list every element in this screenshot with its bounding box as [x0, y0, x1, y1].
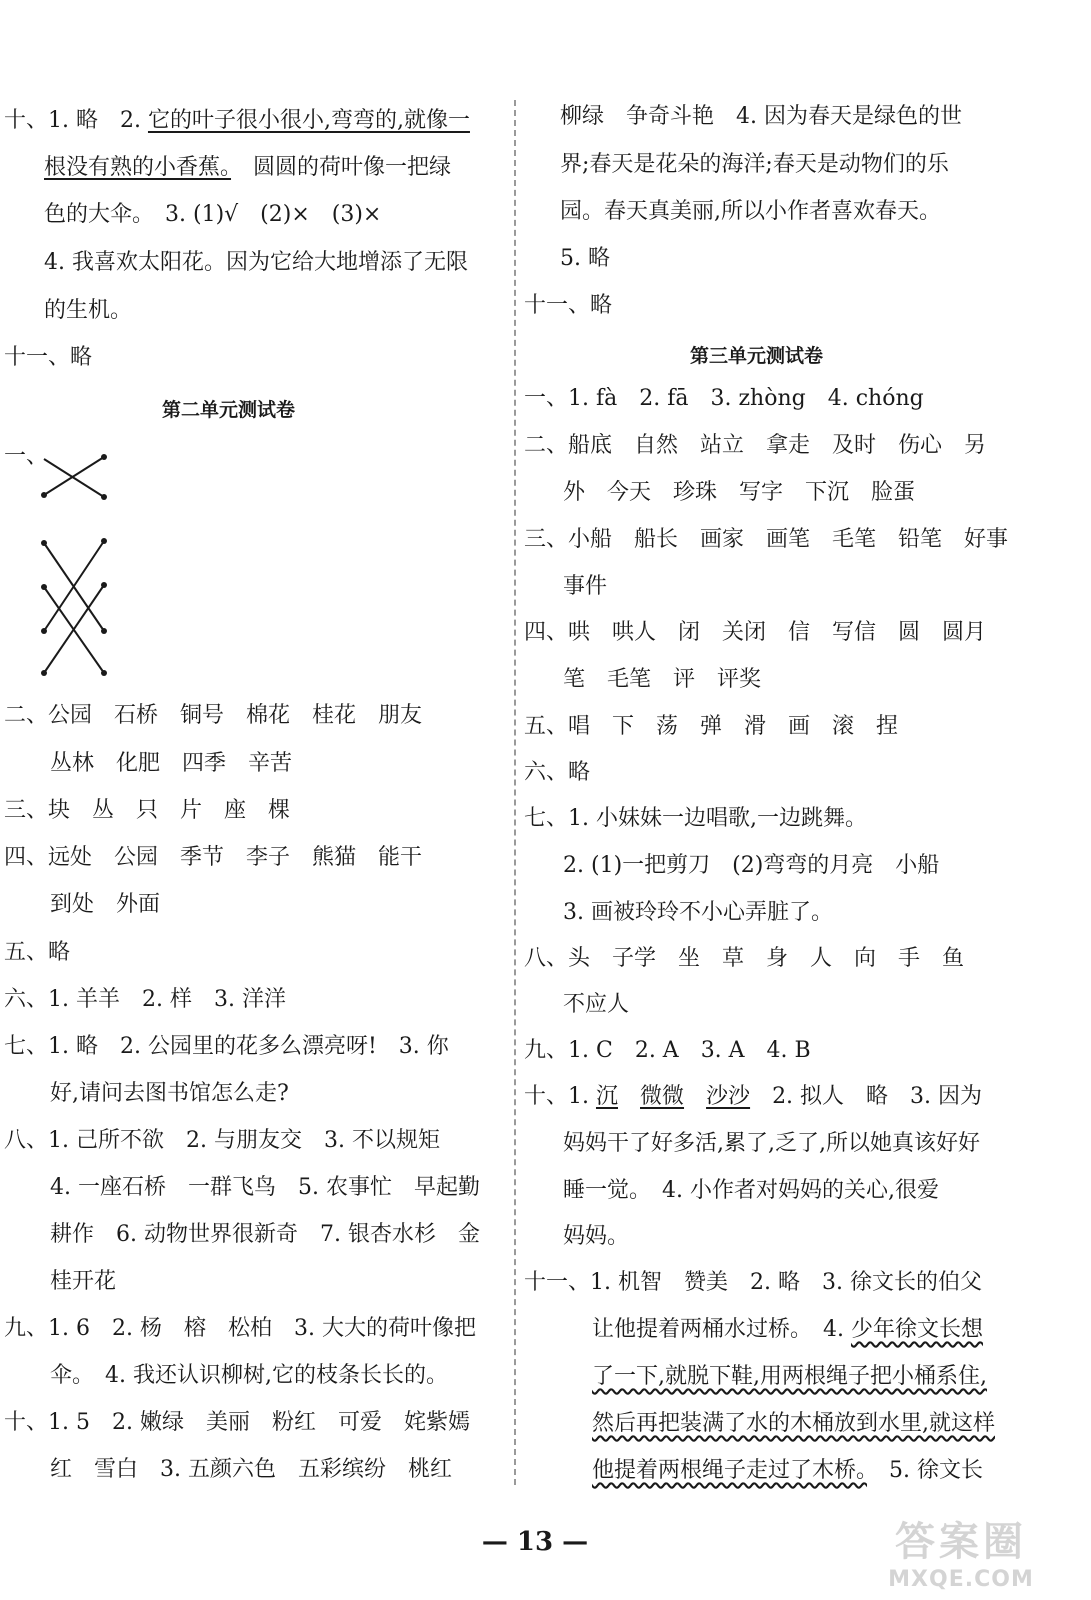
u2-q7-line1: 七、1. 略 2. 公园里的花多么漂亮呀! 3. 你: [4, 1034, 449, 1059]
u2-q7-line2: 好,请问去图书馆怎么走?: [50, 1081, 289, 1106]
u2-q8-line1: 八、1. 己所不欲 2. 与朋友交 3. 不以规矩: [4, 1128, 440, 1153]
u3-q11-line5: 他提着两根绳子走过了木桥。 5. 徐文长: [592, 1458, 983, 1483]
u2-q4-line1: 四、远处 公园 季节 李子 熊猫 能干: [4, 845, 423, 870]
column-divider: [514, 100, 516, 1485]
u3-q3-line1: 三、小船 船长 画家 画笔 毛笔 铅笔 好事: [524, 527, 1009, 552]
left-sec10-line2: 根没有熟的小香蕉。 圆圆的荷叶像一把绿: [44, 155, 452, 180]
u3-q8-line2: 不应人: [563, 992, 630, 1017]
u3-q2-line2: 外 今天 珍珠 写字 下沉 脸蛋: [563, 480, 916, 505]
u2-q1-label: 一、: [4, 444, 49, 469]
right-cont-line3: 园。春天真美丽,所以小作者喜欢春天。: [560, 199, 941, 224]
u3-q3-line2: 事件: [563, 574, 608, 599]
u2-q10-line1: 十、1. 5 2. 嫩绿 美丽 粉红 可爱 姹紫嫣: [4, 1410, 470, 1435]
left-sec10-line1: 十、1. 略 2. 它的叶子很小很小,弯弯的,就像一: [4, 108, 470, 133]
u3-q10-line3: 睡一觉。 4. 小作者对妈妈的关心,很爱: [563, 1178, 939, 1203]
u2-q8-line4: 桂开花: [50, 1269, 117, 1294]
u3-q11-line3: 了一下,就脱下鞋,用两根绳子把小桶系住,: [592, 1364, 987, 1389]
unit3-title: 第三单元测试卷: [690, 345, 824, 367]
u3-q2-line1: 二、船底 自然 站立 拿走 及时 伤心 另: [524, 433, 987, 458]
right-cont-line4: 5. 略: [560, 246, 610, 271]
u3-q10-line4: 妈妈。: [563, 1224, 630, 1249]
u2-q5: 五、略: [4, 940, 71, 965]
right-cont-line1: 柳绿 争奇斗艳 4. 因为春天是绿色的世: [560, 104, 962, 129]
u3-q5: 五、唱 下 荡 弹 滑 画 滚 捏: [524, 714, 899, 739]
u3-q7-line2: 2. (1)一把剪刀 (2)弯弯的月亮 小船: [563, 853, 940, 878]
left-sec10-line5: 的生机。: [44, 298, 133, 323]
left-sec10-line4: 4. 我喜欢太阳花。因为它给大地增添了无限: [44, 250, 468, 275]
watermark-top-text: 答案圈: [895, 1519, 1027, 1565]
u2-q8-line3: 耕作 6. 动物世界很新奇 7. 银杏水杉 金: [50, 1222, 480, 1247]
page-number: — 13 —: [481, 1527, 589, 1557]
u3-q7-line3: 3. 画被玲玲不小心弄脏了。: [563, 900, 833, 925]
watermark-logo: [861, 1510, 1061, 1592]
u2-q9-line1: 九、1. 6 2. 杨 榕 松柏 3. 大大的荷叶像把: [4, 1316, 476, 1341]
unit2-title: 第二单元测试卷: [162, 399, 296, 421]
u2-q6: 六、1. 羊羊 2. 样 3. 洋洋: [4, 987, 286, 1012]
u3-q11-line1: 十一、1. 机智 赞美 2. 略 3. 徐文长的伯父: [524, 1270, 982, 1295]
u2-q4-line2: 到处 外面: [50, 892, 161, 917]
u3-q4-line1: 四、哄 哄人 闭 关闭 信 写信 圆 圆月: [524, 620, 987, 645]
right-sec11: 十一、略: [524, 293, 613, 318]
left-sec11: 十一、略: [4, 345, 93, 370]
u3-q6: 六、略: [524, 760, 591, 785]
u3-q4-line2: 笔 毛笔 评 评奖: [563, 667, 762, 692]
u3-q9: 九、1. C 2. A 3. A 4. B: [524, 1038, 811, 1063]
u2-q9-line2: 伞。 4. 我还认识柳树,它的枝条长长的。: [50, 1363, 448, 1388]
watermark-bottom-text: MXQE.COM: [888, 1567, 1034, 1592]
left-sec10-line3: 色的大伞。 3. (1)√ (2)× (3)×: [44, 202, 382, 227]
u3-q10-line1: 十、1. 沉 微微 沙沙 2. 拟人 略 3. 因为: [524, 1084, 983, 1109]
u2-q10-line2: 红 雪白 3. 五颜六色 五彩缤纷 桃红: [50, 1457, 452, 1482]
matching-lines-diagram: [30, 445, 120, 685]
u2-q8-line2: 4. 一座石桥 一群飞鸟 5. 农事忙 早起勤: [50, 1175, 480, 1200]
u3-q8-line1: 八、头 子学 坐 草 身 人 向 手 鱼: [524, 946, 965, 971]
u3-q11-line4: 然后再把装满了水的木桶放到水里,就这样: [592, 1411, 995, 1436]
u3-q7-line1: 七、1. 小妹妹一边唱歌,一边跳舞。: [524, 806, 867, 831]
u2-q2-line1: 二、公园 石桥 铜号 棉花 桂花 朋友: [4, 703, 423, 728]
right-cont-line2: 界;春天是花朵的海洋;春天是动物们的乐: [560, 152, 949, 177]
match-dots: [41, 454, 107, 676]
u3-q11-line2: 让他提着两桶水过桥。 4. 少年徐文长想: [592, 1317, 983, 1342]
match-lines: [44, 457, 104, 673]
u3-q1: 一、1. fà 2. fā 3. zhòng 4. chóng: [524, 386, 924, 411]
u3-q10-line2: 妈妈干了好多活,累了,乏了,所以她真该好好: [563, 1131, 980, 1156]
u2-q3: 三、块 丛 只 片 座 棵: [4, 798, 291, 823]
u2-q2-line2: 丛林 化肥 四季 辛苦: [50, 751, 293, 776]
